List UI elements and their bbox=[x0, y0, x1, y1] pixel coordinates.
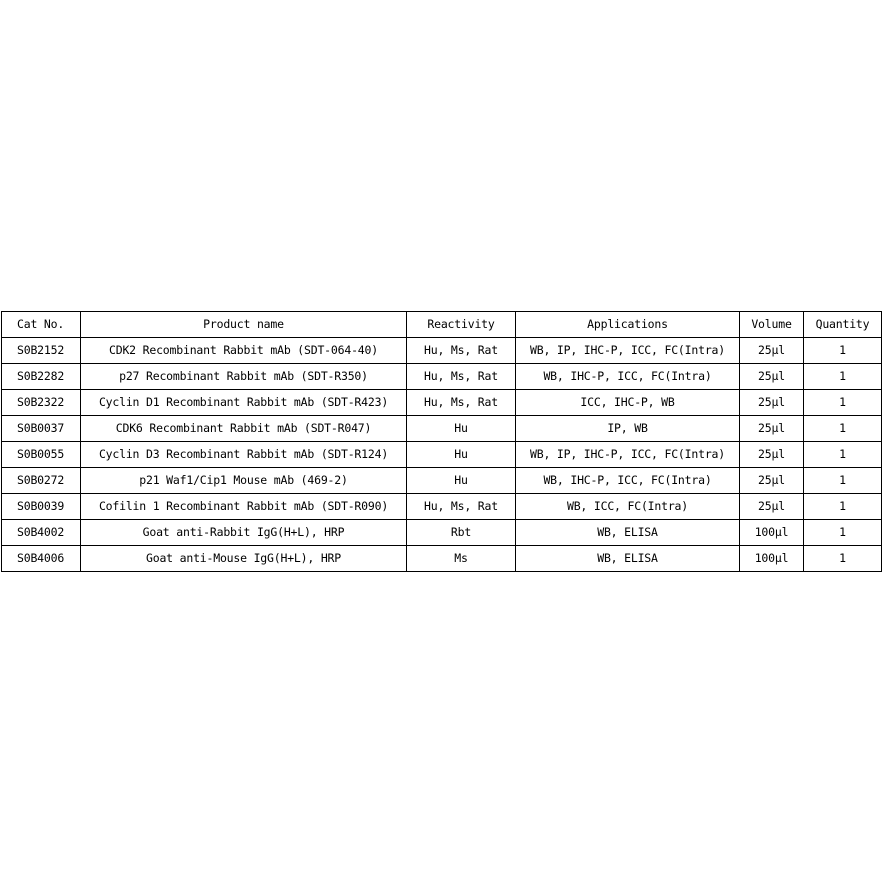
cat-no-cell: S0B0037 bbox=[2, 416, 81, 442]
reactivity-cell: Hu, Ms, Rat bbox=[407, 390, 516, 416]
volume-cell: 100μl bbox=[740, 520, 804, 546]
applications-cell: WB, IP, IHC-P, ICC, FC(Intra) bbox=[516, 442, 740, 468]
applications-cell: ICC, IHC-P, WB bbox=[516, 390, 740, 416]
quantity-cell: 1 bbox=[804, 338, 882, 364]
volume-cell: 25μl bbox=[740, 416, 804, 442]
table-row bbox=[2, 520, 882, 546]
cat-no-cell: S0B0039 bbox=[2, 494, 81, 520]
cat-no-cell: S0B2282 bbox=[2, 364, 81, 390]
table-row bbox=[2, 494, 882, 520]
reactivity-cell: Hu bbox=[407, 468, 516, 494]
quantity-cell: 1 bbox=[804, 416, 882, 442]
product-name-cell: CDK6 Recombinant Rabbit mAb (SDT-R047) bbox=[81, 416, 407, 442]
header-row bbox=[2, 312, 882, 338]
cat-no-cell: S0B0055 bbox=[2, 442, 81, 468]
product-name-cell: Cyclin D3 Recombinant Rabbit mAb (SDT-R124) bbox=[81, 442, 407, 468]
header-cat-no: Cat No. bbox=[2, 312, 81, 338]
reactivity-cell: Hu, Ms, Rat bbox=[407, 494, 516, 520]
applications-cell: WB, IHC-P, ICC, FC(Intra) bbox=[516, 468, 740, 494]
applications-cell: WB, IP, IHC-P, ICC, FC(Intra) bbox=[516, 338, 740, 364]
table-row bbox=[2, 364, 882, 390]
header-reactivity: Reactivity bbox=[407, 312, 516, 338]
applications-cell: WB, ELISA bbox=[516, 520, 740, 546]
cat-no-cell: S0B2322 bbox=[2, 390, 81, 416]
quantity-cell: 1 bbox=[804, 364, 882, 390]
volume-cell: 25μl bbox=[740, 338, 804, 364]
reactivity-cell: Ms bbox=[407, 546, 516, 572]
applications-cell: WB, IHC-P, ICC, FC(Intra) bbox=[516, 364, 740, 390]
volume-cell: 25μl bbox=[740, 390, 804, 416]
product-name-cell: p21 Waf1/Cip1 Mouse mAb (469-2) bbox=[81, 468, 407, 494]
volume-cell: 100μl bbox=[740, 546, 804, 572]
table-row bbox=[2, 390, 882, 416]
header-product-name: Product name bbox=[81, 312, 407, 338]
table-row bbox=[2, 442, 882, 468]
volume-cell: 25μl bbox=[740, 442, 804, 468]
applications-cell: WB, ICC, FC(Intra) bbox=[516, 494, 740, 520]
cat-no-cell: S0B0272 bbox=[2, 468, 81, 494]
product-table bbox=[1, 311, 882, 572]
cat-no-cell: S0B2152 bbox=[2, 338, 81, 364]
product-name-cell: CDK2 Recombinant Rabbit mAb (SDT-064-40) bbox=[81, 338, 407, 364]
product-name-cell: Goat anti-Mouse IgG(H+L), HRP bbox=[81, 546, 407, 572]
header-quantity: Quantity bbox=[804, 312, 882, 338]
header-applications: Applications bbox=[516, 312, 740, 338]
header-volume: Volume bbox=[740, 312, 804, 338]
quantity-cell: 1 bbox=[804, 520, 882, 546]
quantity-cell: 1 bbox=[804, 468, 882, 494]
quantity-cell: 1 bbox=[804, 442, 882, 468]
volume-cell: 25μl bbox=[740, 494, 804, 520]
reactivity-cell: Hu bbox=[407, 416, 516, 442]
applications-cell: WB, ELISA bbox=[516, 546, 740, 572]
reactivity-cell: Rbt bbox=[407, 520, 516, 546]
cat-no-cell: S0B4006 bbox=[2, 546, 81, 572]
reactivity-cell: Hu, Ms, Rat bbox=[407, 364, 516, 390]
applications-cell: IP, WB bbox=[516, 416, 740, 442]
product-name-cell: p27 Recombinant Rabbit mAb (SDT-R350) bbox=[81, 364, 407, 390]
product-name-cell: Cofilin 1 Recombinant Rabbit mAb (SDT-R090) bbox=[81, 494, 407, 520]
quantity-cell: 1 bbox=[804, 390, 882, 416]
quantity-cell: 1 bbox=[804, 494, 882, 520]
product-name-cell: Goat anti-Rabbit IgG(H+L), HRP bbox=[81, 520, 407, 546]
reactivity-cell: Hu bbox=[407, 442, 516, 468]
table-row bbox=[2, 468, 882, 494]
table-row bbox=[2, 338, 882, 364]
reactivity-cell: Hu, Ms, Rat bbox=[407, 338, 516, 364]
table-row bbox=[2, 546, 882, 572]
quantity-cell: 1 bbox=[804, 546, 882, 572]
table-row bbox=[2, 416, 882, 442]
volume-cell: 25μl bbox=[740, 364, 804, 390]
product-name-cell: Cyclin D1 Recombinant Rabbit mAb (SDT-R423) bbox=[81, 390, 407, 416]
volume-cell: 25μl bbox=[740, 468, 804, 494]
cat-no-cell: S0B4002 bbox=[2, 520, 81, 546]
